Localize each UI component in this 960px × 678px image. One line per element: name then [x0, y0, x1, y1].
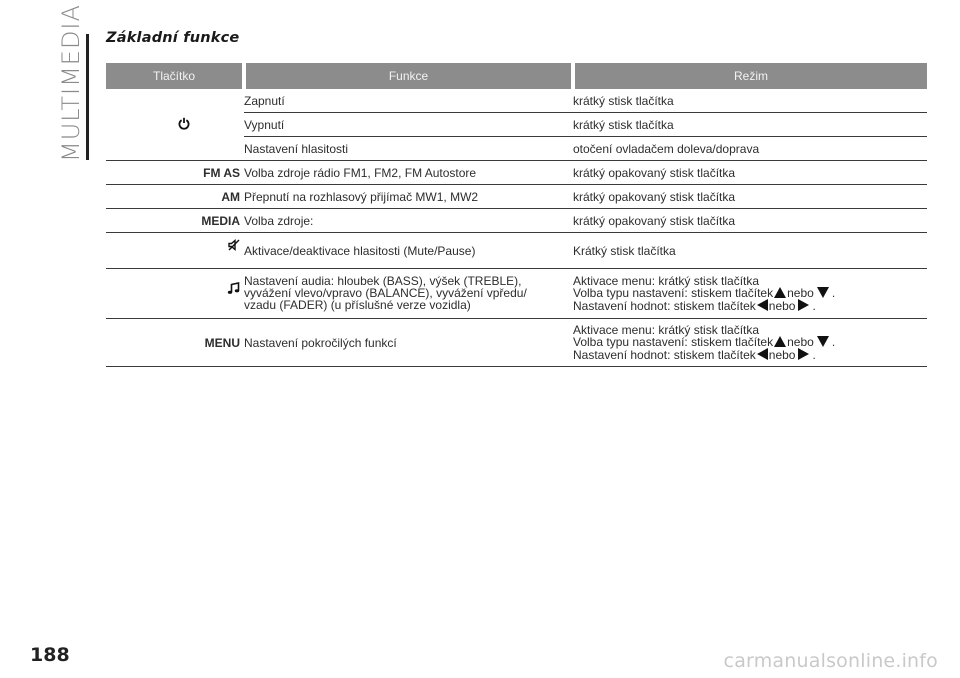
- header-function: Funkce: [244, 63, 573, 89]
- functions-table: [106, 63, 927, 367]
- function-cell: Zapnutí: [244, 89, 573, 113]
- music-note-icon: [227, 282, 240, 295]
- section-side-tab: [56, 4, 86, 162]
- watermark: carmanualsonline.info: [723, 650, 938, 672]
- table-row: [106, 233, 927, 269]
- function-line: vzadu (FADER) (u příslušné verze vozidla): [244, 298, 471, 312]
- arrow-left-icon: [757, 299, 768, 311]
- header-mode: Režim: [573, 63, 927, 89]
- mode-cell: otočení ovladačem doleva/doprava: [573, 137, 927, 161]
- side-tab-rule: [86, 34, 89, 160]
- function-cell: Přepnutí na rozhlasový přijímač MW1, MW2: [244, 185, 573, 209]
- function-cell: Nastavení pokročilých funkcí: [244, 319, 573, 367]
- arrow-left-icon: [757, 348, 768, 360]
- function-cell: Volba zdroje:: [244, 209, 573, 233]
- table-row: [106, 269, 927, 319]
- mode-line: Aktivace menu: krátký stisk tlačítka: [573, 274, 760, 288]
- function-line: vyvážení vlevo/vpravo (BALANCE), vyvážení vpředu/: [244, 286, 527, 300]
- mode-line-text: Nastavení hodnot: stiskem tlačítek: [573, 299, 756, 313]
- arrow-down-icon: [817, 336, 829, 347]
- mode-line: [573, 336, 923, 348]
- button-label: AM: [106, 185, 244, 209]
- mode-cell: krátký stisk tlačítka: [573, 89, 927, 113]
- table-row: [106, 209, 927, 233]
- arrow-right-icon: [798, 299, 809, 311]
- button-label: MEDIA: [106, 209, 244, 233]
- function-cell: Volba zdroje rádio FM1, FM2, FM Autostore: [244, 161, 573, 185]
- mode-line-text: Volba typu nastavení: stiskem tlačítek: [573, 335, 774, 349]
- mode-line: [573, 348, 923, 361]
- mode-cell: krátký opakovaný stisk tlačítka: [573, 185, 927, 209]
- table-row: [106, 161, 927, 185]
- mode-line: [573, 299, 923, 312]
- mute-button-cell: [106, 233, 244, 269]
- period: .: [831, 286, 836, 300]
- button-label: FM AS: [106, 161, 244, 185]
- mode-line: [573, 287, 923, 299]
- or-word: nebo: [768, 348, 796, 362]
- mode-cell: Krátký stisk tlačítka: [573, 233, 927, 269]
- or-word: nebo: [768, 299, 796, 313]
- table-row: [106, 185, 927, 209]
- menu-mode-cell: [573, 319, 927, 367]
- table-header-row: [106, 63, 927, 89]
- arrow-up-icon: [774, 287, 786, 298]
- mute-speaker-icon: [228, 239, 240, 251]
- mode-cell: krátký opakovaný stisk tlačítka: [573, 209, 927, 233]
- page-number: 188: [30, 644, 70, 666]
- side-tab-label: MULTIMEDIA: [57, 4, 85, 162]
- audio-mode-cell: [573, 269, 927, 319]
- audio-button-cell: [106, 269, 244, 319]
- button-label: MENU: [106, 319, 244, 367]
- power-button-cell: [106, 89, 244, 161]
- function-line: Nastavení audia: hloubek (BASS), výšek (TREBLE),: [244, 274, 522, 288]
- mode-cell: krátký stisk tlačítka: [573, 113, 927, 137]
- arrow-up-icon: [774, 336, 786, 347]
- header-button: Tlačítko: [106, 63, 244, 89]
- table-row: [106, 319, 927, 367]
- section-title: Základní funkce: [106, 30, 240, 46]
- arrow-right-icon: [798, 348, 809, 360]
- function-cell: Nastavení hlasitosti: [244, 137, 573, 161]
- arrow-down-icon: [817, 287, 829, 298]
- audio-function-cell: [244, 269, 573, 319]
- mode-line-text: Volba typu nastavení: stiskem tlačítek: [573, 286, 774, 300]
- period: .: [812, 299, 816, 313]
- mode-cell: krátký opakovaný stisk tlačítka: [573, 161, 927, 185]
- power-icon: [178, 117, 190, 130]
- mode-line: Aktivace menu: krátký stisk tlačítka: [573, 323, 760, 337]
- function-cell: Vypnutí: [244, 113, 573, 137]
- or-word: nebo: [787, 335, 814, 349]
- period: .: [831, 335, 836, 349]
- or-word: nebo: [787, 286, 814, 300]
- period: .: [812, 348, 816, 362]
- table-row: [106, 89, 927, 113]
- mode-line-text: Nastavení hodnot: stiskem tlačítek: [573, 348, 756, 362]
- function-cell: Aktivace/deaktivace hlasitosti (Mute/Pause): [244, 233, 573, 269]
